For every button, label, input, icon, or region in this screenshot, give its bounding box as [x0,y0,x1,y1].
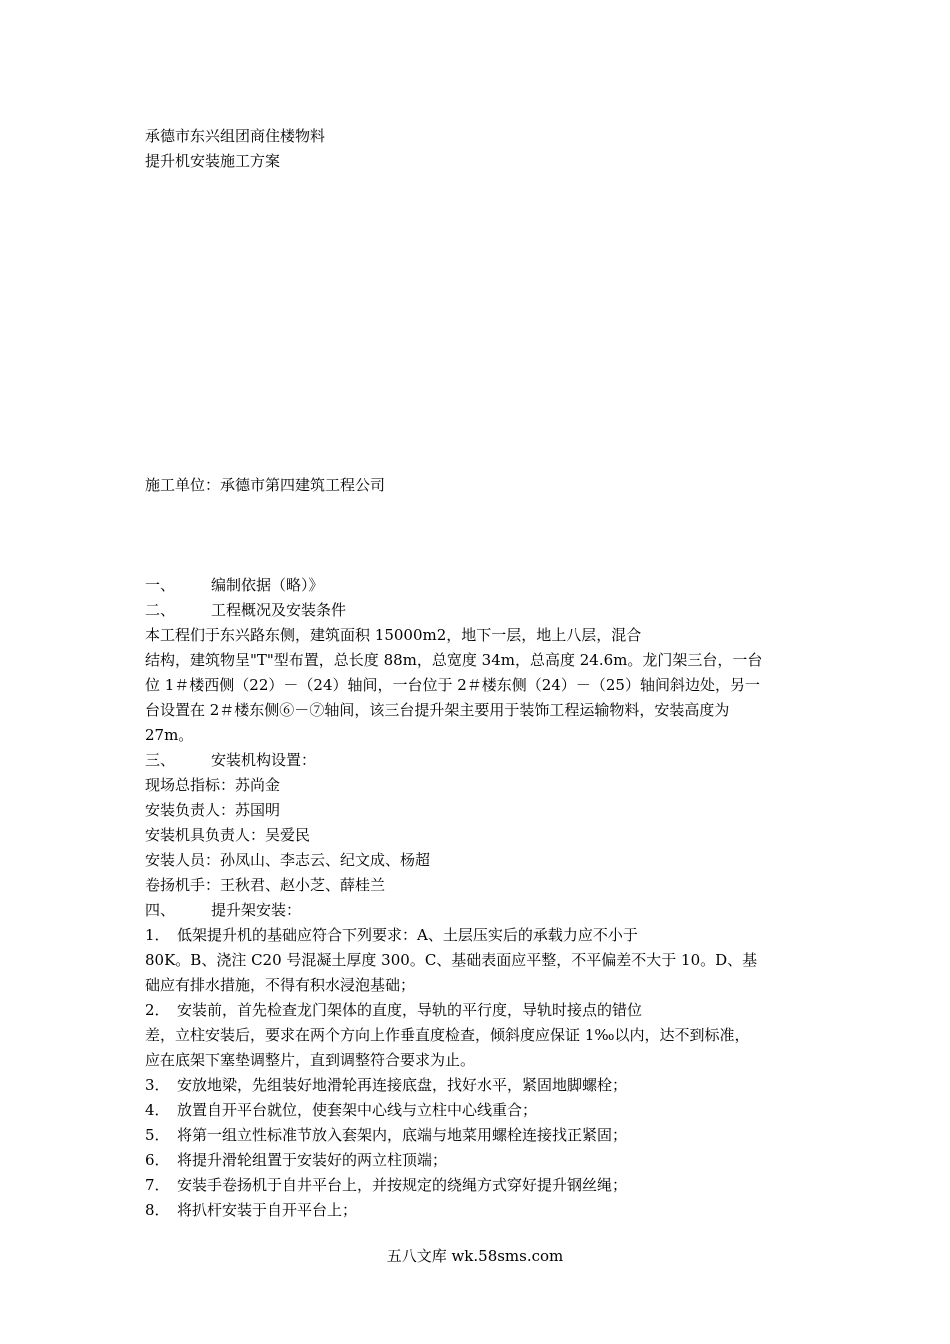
step-number: 4． [145,1101,170,1119]
step-item-6 [145,1148,825,1173]
step-item-7 [145,1173,825,1198]
step-text: 安装前，首先检查龙门架体的直度，导轨的平行度，导轨时接点的错位 [177,1001,643,1019]
step-continuation: 80K。B、浇注 C20 号混凝土厚度 300。C、基础表面应平整，不平偏差不大于 10。D、基 [145,951,758,969]
document-body [145,573,825,1223]
step-item-2 [145,998,825,1023]
step-text: 放置自开平台就位，使套架中心线与立柱中心线重合； [177,1101,538,1119]
section-title: 安装机构设置： [211,751,317,769]
step-continuation: 差，立柱安装后，要求在两个方向上作垂直度检查，倾斜度应保证 1‰以内，达不到标准， [145,1026,750,1044]
step-item-3 [145,1073,825,1098]
section-heading-3 [145,748,825,773]
overview-line: 本工程们于东兴路东侧，建筑面积 15000m2，地下一层，地上八层，混合 [145,626,642,644]
step-text: 低架提升机的基础应符合下列要求：A、土层压实后的承载力应不小于 [177,926,638,944]
step-item-8 [145,1198,825,1223]
step-text: 安装手卷扬机于自井平台上，并按规定的绕绳方式穿好提升钢丝绳； [177,1176,628,1194]
step-item-1 [145,923,825,948]
overview-line: 27m。 [145,726,194,744]
step-continuation: 础应有排水措施，不得有积水浸泡基础； [145,976,416,994]
title-line-1: 承德市东兴组团商住楼物料 [145,127,326,145]
section-number: 一、 [145,576,176,594]
section-number: 四、 [145,901,176,919]
staff-line: 安装机具负责人：吴爱民 [145,826,311,844]
step-text: 将扒杆安装于自开平台上； [177,1201,358,1219]
section-title: 编制依据（略）》 [211,576,324,594]
step-continuation: 应在底架下塞垫调整片，直到调整符合要求为止。 [145,1051,476,1069]
section-title: 提升架安装： [211,901,302,919]
document-title [145,124,325,174]
step-text: 将第一组立性标准节放入套架内，底端与地菜用螺栓连接找正紧固； [177,1126,628,1144]
step-number: 7． [145,1176,170,1194]
section-heading-4 [145,898,825,923]
step-number: 1． [145,926,170,944]
construction-unit: 施工单位：承德市第四建筑工程公司 [145,476,386,494]
step-text: 安放地梁，先组装好地滑轮再连接底盘，找好水平，紧固地脚螺栓； [177,1076,628,1094]
page-footer-watermark: 五八文库 wk.58sms.com [386,1247,564,1265]
overview-line: 结构，建筑物呈"T"型布置，总长度 88m，总宽度 34m，总高度 24.6m。龙门架三台，一台 [145,651,763,669]
staff-line: 安装负责人：苏国明 [145,801,281,819]
step-text: 将提升滑轮组置于安装好的两立柱顶端； [177,1151,448,1169]
step-number: 8． [145,1201,170,1219]
step-number: 5． [145,1126,170,1144]
overview-line: 位 1＃楼西侧（22）－（24）轴间，一台位于 2＃楼东侧（24）－（25）轴间斜边处，另一 [145,676,760,694]
step-number: 2． [145,1001,170,1019]
staff-line: 现场总指标：苏尚金 [145,776,281,794]
staff-line: 卷扬机手：王秋君、赵小芝、薛桂兰 [145,876,386,894]
step-item-5 [145,1123,825,1148]
step-item-4 [145,1098,825,1123]
section-heading-1 [145,573,825,598]
section-number: 三、 [145,751,176,769]
section-number: 二、 [145,601,176,619]
step-number: 3． [145,1076,170,1094]
staff-line: 安装人员：孙凤山、李志云、纪文成、杨超 [145,851,431,869]
title-line-2: 提升机安装施工方案 [145,152,281,170]
section-title: 工程概况及安装条件 [211,601,347,619]
step-number: 6． [145,1151,170,1169]
section-heading-2 [145,598,825,623]
overview-line: 台设置在 2＃楼东侧⑥－⑦轴间，该三台提升架主要用于装饰工程运输物料，安装高度为 [145,701,730,719]
